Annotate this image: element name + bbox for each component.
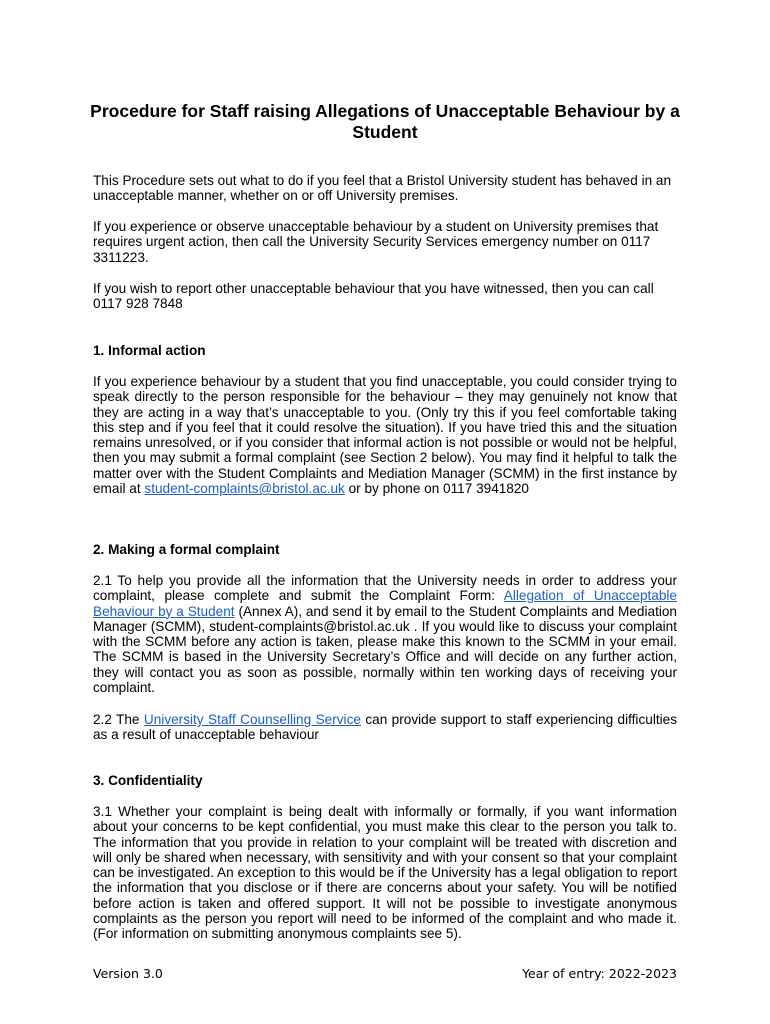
intro-paragraph-2: If you experience or observe unacceptable behaviour by a student on University premises that requires urgent action, then call the University Security Services emergency number on 0117 3311223. — [93, 219, 659, 265]
section-1-text-after: or by phone on 0117 3941820 — [344, 481, 529, 497]
section-2-2-text-after: can provide support to staff experiencing difficulties as a result of unacceptable behaviour — [93, 712, 677, 743]
section-1-text: If you experience behaviour by a student that you find unacceptable, you could consider trying to speak directly to the person responsible for the behaviour – they may genuinely not know that they are acting in a way that’s unacceptable to you. (Only try this if you feel comfortable taking this step and if you feel that it could resolve the situation). If you have tried this and the situation remains unresolved, or if you consider that informal action is not possible or would not be helpful, then you may submit a formal complaint (see Section 2 below). You may find it helpful to talk the matter over with the Student Complaints and Mediation Manager (SCMM) in the first instance by email at — [93, 374, 677, 497]
intro-paragraph-3: If you wish to report other unacceptable behaviour that you have witnessed, then you can call 0117 928 7848 — [93, 281, 654, 312]
complaint-form-link[interactable]: Allegation of Unacceptable Behaviour by a Student — [93, 588, 677, 619]
staff-counselling-link[interactable]: University Staff Counselling Service — [143, 712, 361, 727]
section-2-1-text-after: (Annex A), and send it by email to the Student Complaints and Mediation Manager (SCMM), student-complaints@bristol.ac.uk . If you would like to discuss your complaint with the SCMM before any action is taken, please make this known to the SCMM in your email. The SCMM is based in the University Secretary’s Office and will decide on any further action, they will contact you as soon as possible, normally within ten working days of receiving your complaint. — [93, 603, 677, 696]
section-2-heading: 2. Making a formal complaint — [93, 542, 280, 557]
section-2-2-paragraph — [93, 712, 677, 743]
intro-paragraph-1: This Procedure sets out what to do if you feel that a Bristol University student has behaved in an unacceptable manner, whether on or off University premises. — [93, 173, 672, 204]
footer-version: Version 3.0 — [93, 966, 163, 981]
section-2-1-paragraph — [93, 573, 677, 695]
section-3-heading: 3. Confidentiality — [93, 773, 203, 788]
document-title: Procedure for Staff raising Allegations of Unacceptable Behaviour by a Student — [90, 101, 680, 142]
footer-year-of-entry: Year of entry: 2022-2023 — [522, 966, 677, 981]
section-2-1-text: 2.1 To help you provide all the information that the University needs in order to address your complaint, please complete and submit the Complaint Form: — [93, 573, 677, 604]
scmm-email-link[interactable]: student-complaints@bristol.ac.uk — [144, 481, 345, 497]
section-3-1-paragraph: 3.1 Whether your complaint is being dealt with informally or formally, if you want information about your concerns to be kept confidential, you must make this clear to the person you talk to. The information that you provide in relation to your complaint will be treated with discretion and will only be shared when necessary, with sensitivity and with your consent so that your complaint can be investigated. An exception to this would be if the University has a legal obligation to report the information that you disclose or if there are concerns about your safety. You will be notified before action is taken and offered support. It will not be possible to investigate anonymous complaints as the person you report will need to be informed of the complaint and who made it. (For information on submitting anonymous complaints see 5). — [93, 804, 677, 942]
section-1-heading: 1. Informal action — [93, 343, 206, 358]
section-2-2-text: 2.2 The — [93, 712, 144, 727]
section-1-paragraph — [93, 374, 677, 496]
